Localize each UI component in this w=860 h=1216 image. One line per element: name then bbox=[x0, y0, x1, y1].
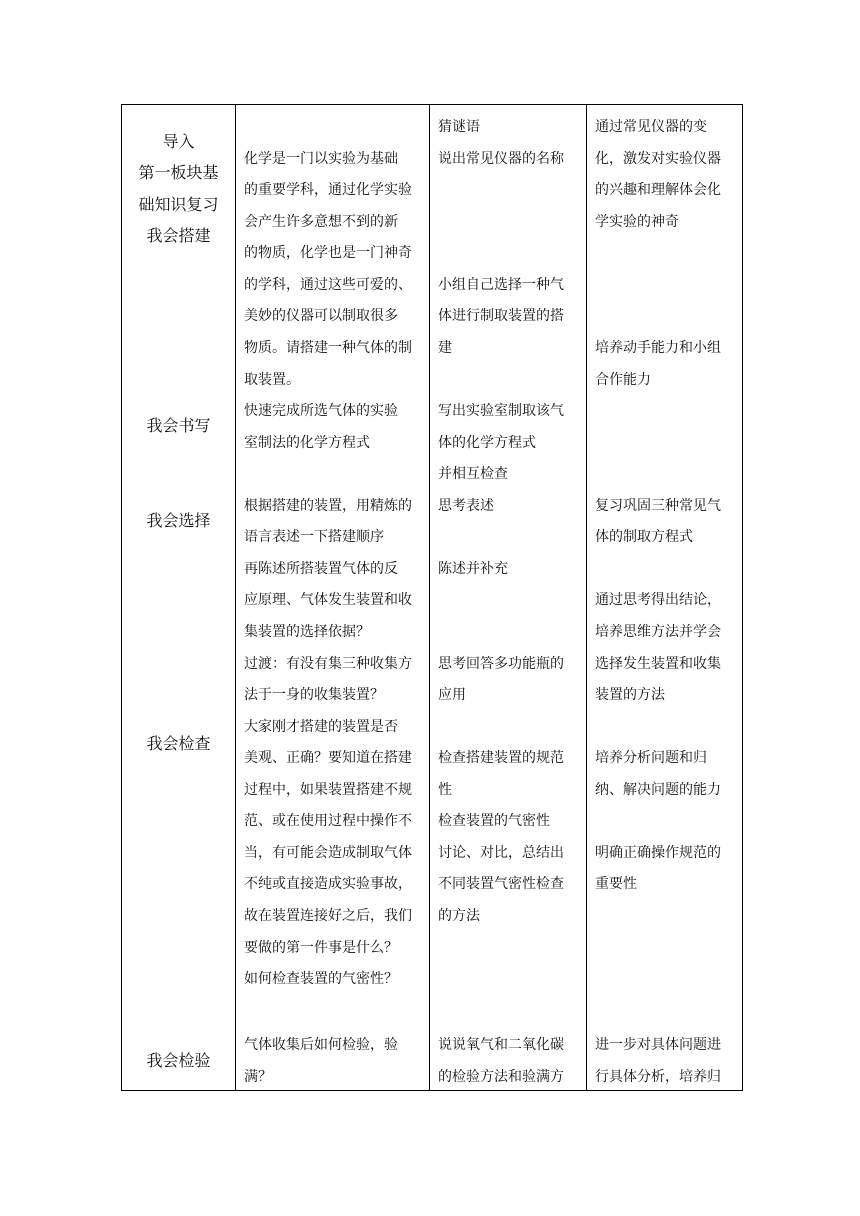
student-check-line-3: 检查装置的气密性 bbox=[438, 813, 550, 829]
teacher-activity-column bbox=[236, 105, 430, 1091]
purpose-think-line-1: 通过思考得出结论， bbox=[595, 592, 721, 608]
teacher-check-line-3: 过程中，如果装置搭建不规 bbox=[244, 782, 412, 798]
teacher-build-line-3: 会产生许多意想不到的新 bbox=[244, 214, 398, 230]
purpose-build-line-2: 合作能力 bbox=[595, 372, 651, 388]
teacher-check-line-6: 不纯或直接造成实验事故， bbox=[244, 876, 412, 892]
teacher-build-line-7: 物质。请搭建一种气体的制 bbox=[244, 340, 412, 356]
teacher-choose-line-1: 根据搭建的装置，用精炼的 bbox=[244, 498, 412, 514]
teacher-choose-line-4: 应原理、气体发生装置和收 bbox=[244, 592, 412, 608]
stage-intro-line-4: 我会搭建 bbox=[146, 226, 211, 245]
teacher-choose-line-2: 语言表述一下搭建顺序 bbox=[244, 529, 384, 545]
purpose-intro-line-4: 学实验的神奇 bbox=[595, 214, 679, 230]
purpose-intro-line-3: 的兴趣和理解体会化 bbox=[595, 182, 721, 198]
stage-intro-line-3: 础知识复习 bbox=[138, 195, 219, 214]
teacher-choose-line-6: 过渡：有没有集三种收集方 bbox=[244, 656, 412, 672]
purpose-test-line-2: 行具体分析，培养归 bbox=[595, 1069, 721, 1085]
stage-column bbox=[122, 105, 236, 1091]
student-riddle-line-1: 猜谜语 bbox=[438, 119, 480, 135]
stage-check: 我会检查 bbox=[146, 734, 211, 753]
teacher-check-line-7: 故在装置连接好之后，我们 bbox=[244, 908, 412, 924]
student-riddle-line-2: 说出常见仪器的名称 bbox=[438, 151, 564, 167]
purpose-build-line-1: 培养动手能力和小组 bbox=[595, 340, 721, 356]
purpose-analyze-line-2: 纳、解决问题的能力 bbox=[595, 782, 721, 798]
student-check-line-6: 的方法 bbox=[438, 908, 480, 924]
student-bottle-line-1: 思考回答多功能瓶的 bbox=[438, 656, 564, 672]
stage-intro-line-1: 导入 bbox=[162, 132, 195, 151]
purpose-norm-line-2: 重要性 bbox=[595, 876, 637, 892]
purpose-think-line-4: 装置的方法 bbox=[595, 687, 665, 703]
student-check-line-2: 性 bbox=[438, 782, 452, 798]
student-think: 思考表述 bbox=[438, 498, 494, 514]
teacher-build-line-4: 的物质，化学也是一门神奇 bbox=[244, 245, 412, 261]
teacher-check-line-1: 大家刚才搭建的装置是否 bbox=[244, 719, 398, 735]
lesson-plan-table bbox=[121, 104, 743, 1091]
student-build-line-1: 小组自己选择一种气 bbox=[438, 277, 564, 293]
stage-intro-line-2: 第一板块基 bbox=[138, 163, 219, 182]
purpose-intro-line-1: 通过常见仪器的变 bbox=[595, 119, 707, 135]
student-bottle-line-2: 应用 bbox=[438, 687, 466, 703]
stage-test: 我会检验 bbox=[146, 1051, 211, 1070]
teacher-check-line-2: 美观、正确？要知道在搭建 bbox=[244, 750, 412, 766]
teacher-build-line-2: 的重要学科，通过化学实验 bbox=[244, 182, 412, 198]
teacher-choose-line-7: 法于一身的收集装置？ bbox=[244, 687, 384, 703]
student-check-line-4: 讨论、对比，总结出 bbox=[438, 845, 564, 861]
teacher-choose-line-3: 再陈述所搭装置气体的反 bbox=[244, 561, 398, 577]
student-write-line-1: 写出实验室制取该气 bbox=[438, 403, 564, 419]
purpose-think-line-2: 培养思维方法并学会 bbox=[595, 624, 721, 640]
design-purpose-column bbox=[587, 105, 743, 1091]
teacher-check-line-8: 要做的第一件事是什么？ bbox=[244, 940, 398, 956]
student-activity-column bbox=[430, 105, 587, 1091]
purpose-analyze-line-1: 培养分析问题和归 bbox=[595, 750, 707, 766]
teacher-write-line-1: 快速完成所选气体的实验 bbox=[244, 403, 398, 419]
teacher-test-line-1: 气体收集后如何检验，验 bbox=[244, 1037, 398, 1053]
purpose-norm-line-1: 明确正确操作规范的 bbox=[595, 845, 721, 861]
purpose-test-line-1: 进一步对具体问题进 bbox=[595, 1037, 721, 1053]
teacher-test-line-2: 满？ bbox=[244, 1069, 272, 1085]
purpose-review-line-1: 复习巩固三种常见气 bbox=[595, 498, 721, 514]
stage-write: 我会书写 bbox=[146, 416, 211, 435]
student-build-line-3: 建 bbox=[438, 340, 452, 356]
teacher-build-line-6: 美妙的仪器可以制取很多 bbox=[244, 308, 398, 324]
purpose-think-line-3: 选择发生装置和收集 bbox=[595, 656, 721, 672]
stage-choose: 我会选择 bbox=[146, 511, 211, 530]
teacher-build-line-5: 的学科，通过这些可爱的、 bbox=[244, 277, 412, 293]
teacher-write-line-2: 室制法的化学方程式 bbox=[244, 435, 370, 451]
student-check-line-1: 检查搭建装置的规范 bbox=[438, 750, 564, 766]
student-test-line-1: 说说氧气和二氧化碳 bbox=[438, 1037, 564, 1053]
student-write-line-2: 体的化学方程式 bbox=[438, 435, 536, 451]
student-test-line-2: 的检验方法和验满方 bbox=[438, 1069, 564, 1085]
student-check-line-5: 不同装置气密性检查 bbox=[438, 876, 564, 892]
purpose-intro-line-2: 化，激发对实验仪器 bbox=[595, 151, 721, 167]
teacher-build-line-8: 取装置。 bbox=[244, 372, 300, 388]
teacher-build-line-1: 化学是一门以实验为基础 bbox=[244, 151, 398, 167]
student-state: 陈述并补充 bbox=[438, 561, 508, 577]
teacher-check-line-4: 范、或在使用过程中操作不 bbox=[244, 813, 412, 829]
student-build-line-2: 体进行制取装置的搭 bbox=[438, 308, 564, 324]
teacher-check-line-9: 如何检查装置的气密性？ bbox=[244, 971, 398, 987]
purpose-review-line-2: 体的制取方程式 bbox=[595, 529, 693, 545]
student-write-line-3: 并相互检查 bbox=[438, 466, 508, 482]
teacher-check-line-5: 当，有可能会造成制取气体 bbox=[244, 845, 412, 861]
teacher-choose-line-5: 集装置的选择依据？ bbox=[244, 624, 370, 640]
